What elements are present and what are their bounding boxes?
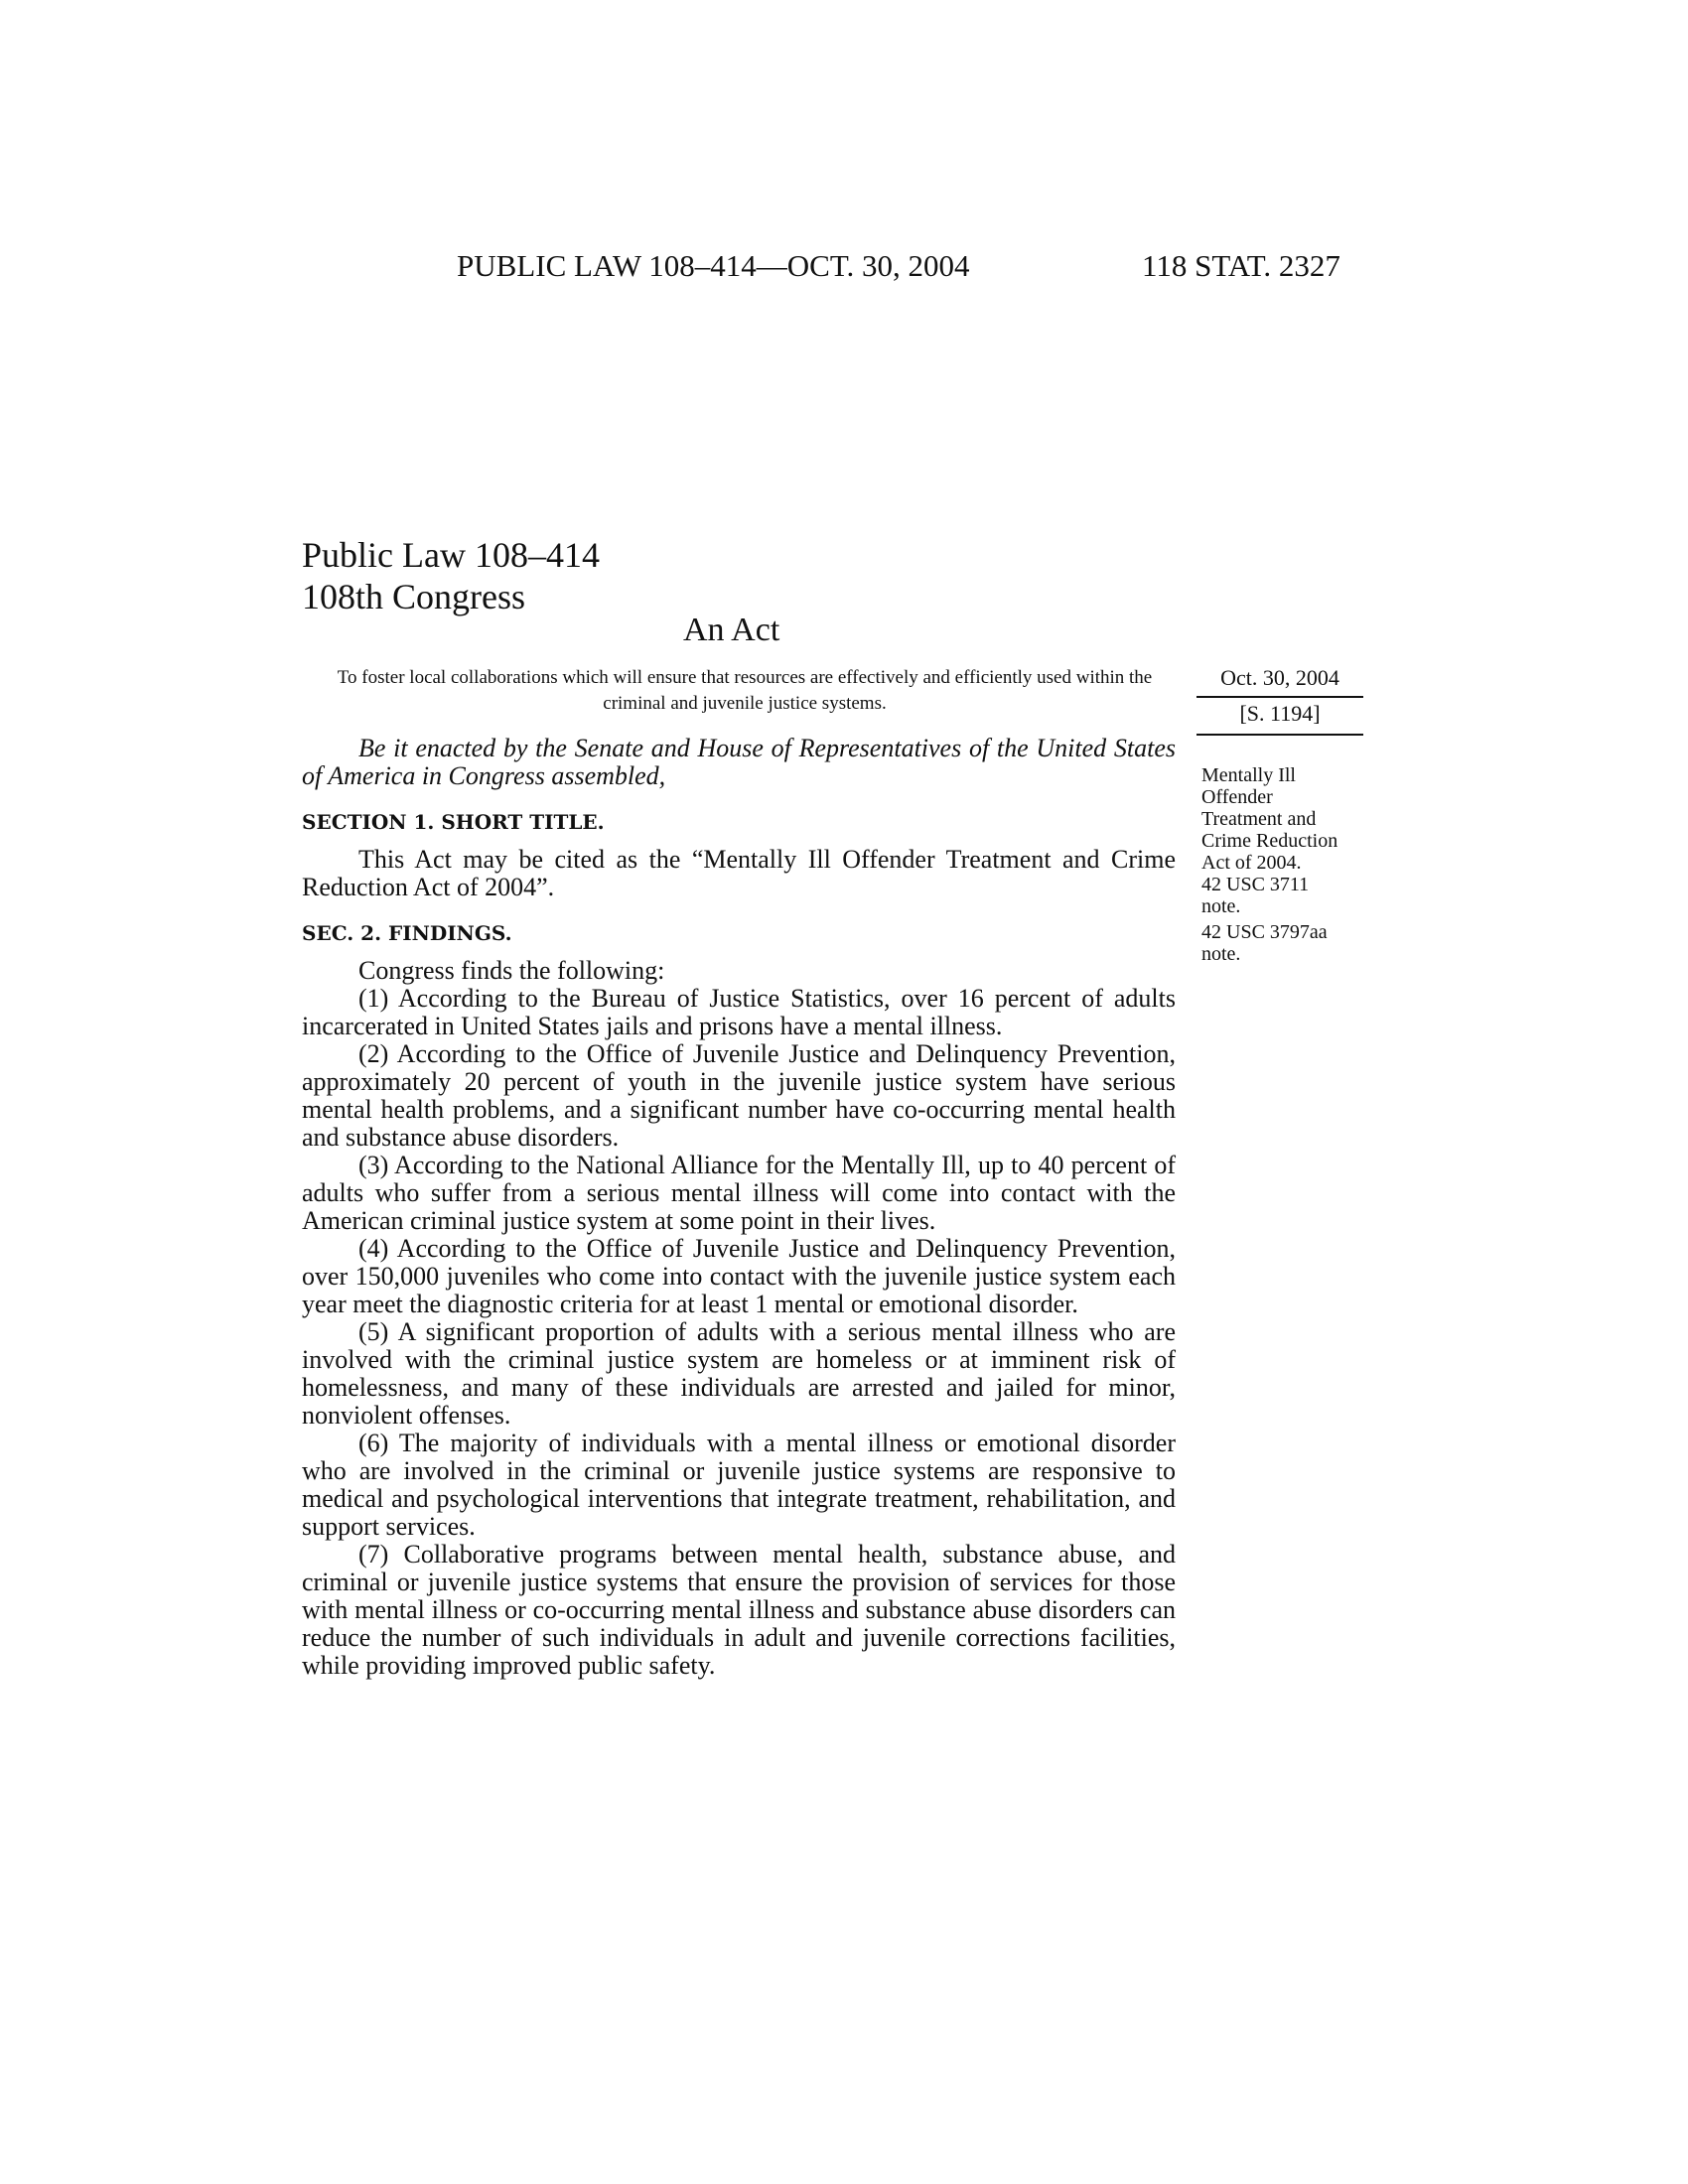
section-2-heading: SEC. 2. FINDINGS. (302, 921, 512, 945)
finding-item: (1) According to the Bureau of Justice Statistics, over 16 percent of adults incarcerated in United States jails and prisons have a mental illness. (302, 984, 1176, 1040)
short-title-note-line: Offender (1201, 786, 1273, 808)
short-title-note-line: Act of 2004. (1201, 852, 1302, 874)
law-designation (302, 534, 600, 617)
usc-citation-note-line: 42 USC 3797aa (1201, 921, 1328, 943)
law-body (302, 735, 1176, 1680)
purpose-statement: To foster local collaborations which will ensure that resources are effectively and efficiently used within the criminal and juvenile justice systems. (337, 667, 1153, 714)
usc-citation-note-line: note. (1201, 895, 1241, 917)
section-1-heading: SECTION 1. SHORT TITLE. (302, 810, 605, 834)
short-title-note-line: Mentally Ill (1201, 764, 1296, 786)
finding-item: (2) According to the Office of Juvenile Justice and Delinquency Prevention, approximately 20 percent of youth in the juvenile justice system have serious mental health problems, and a significant number have co-occurring mental health and substance abuse disorders. (302, 1039, 1176, 1152)
short-title-note-line: Treatment and (1201, 808, 1317, 830)
act-title: An Act (683, 612, 780, 648)
enactment-date: Oct. 30, 2004 (1196, 663, 1363, 698)
section-1-text: This Act may be cited as the “Mentally Ill Offender Treatment and Crime Reduction Act of 2004”. (302, 845, 1176, 901)
running-header-left: PUBLIC LAW 108–414—OCT. 30, 2004 (457, 248, 970, 283)
enacting-clause: Be it enacted by the Senate and House of Representatives of the United States of America in Congress assembled, (302, 734, 1176, 790)
short-title-note-line: Crime Reduction (1201, 830, 1338, 852)
finding-item: (6) The majority of individuals with a mental illness or emotional disorder who are involved in the criminal or juvenile justice systems are responsive to medical and psychological interventions that integrate treatment, rehabilitation, and support services. (302, 1429, 1176, 1541)
finding-item: (3) According to the National Alliance for the Mentally Ill, up to 40 percent of adults who suffer from a serious mental illness will come into contact with the American criminal justice system at some point in their lives. (302, 1151, 1176, 1235)
enactment-date-box (1196, 663, 1363, 736)
finding-item: (4) According to the Office of Juvenile Justice and Delinquency Prevention, over 150,000 juveniles who come into contact with the juvenile justice system each year meet the diagnostic criteria for at least 1 mental or emotional disorder. (302, 1234, 1176, 1318)
bill-number: [S. 1194] (1196, 698, 1363, 736)
margin-notes (1201, 764, 1385, 965)
running-header-stat-page: 118 STAT. 2327 (1142, 248, 1340, 283)
finding-item: (7) Collaborative programs between mental health, substance abuse, and criminal or juvenile justice systems that ensure the provision of services for those with mental illness or co-occurring mental illness and substance abuse disorders can reduce the number of such individuals in adult and juvenile corrections facilities, while providing improved public safety. (302, 1540, 1176, 1680)
usc-citation-note-line: 42 USC 3711 (1201, 874, 1310, 895)
usc-citation-note-line: note. (1201, 943, 1241, 965)
finding-item: (5) A significant proportion of adults with a serious mental illness who are involved with the criminal justice system are homeless or at imminent risk of homelessness, and many of these individuals are arrested and jailed for minor, nonviolent offenses. (302, 1317, 1176, 1430)
section-2-intro: Congress finds the following: (358, 956, 665, 985)
public-law-number: Public Law 108–414 (302, 535, 600, 575)
congress-number: 108th Congress (302, 577, 525, 616)
